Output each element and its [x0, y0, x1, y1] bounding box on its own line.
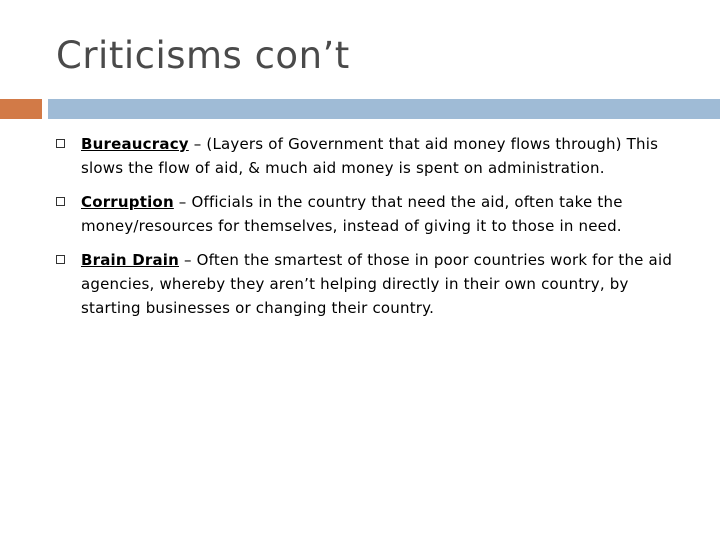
slide-title: Criticisms con’t	[56, 34, 350, 77]
bullet-text: – Officials in the country that need the aid, often take the money/resources for themselves, instead of giving it to those in need.	[81, 193, 623, 235]
accent-bar-blue	[48, 99, 720, 119]
bullet-term: Corruption	[81, 193, 174, 211]
square-bullet-icon	[56, 197, 65, 206]
bullet-term: Brain Drain	[81, 251, 179, 269]
bullet-item	[56, 132, 686, 180]
bullet-text: – Often the smartest of those in poor countries work for the aid agencies, whereby they aren’t helping directly in their own country, by starting businesses or changing their country.	[81, 251, 673, 317]
bullet-term: Bureaucracy	[81, 135, 189, 153]
bullet-text: – (Layers of Government that aid money flows through) This slows the flow of aid, & much aid money is spent on administration.	[81, 135, 659, 177]
accent-bar-orange	[0, 99, 42, 119]
bullet-list	[56, 132, 686, 330]
square-bullet-icon	[56, 255, 65, 264]
bullet-item	[56, 190, 686, 238]
bullet-item	[56, 248, 686, 320]
square-bullet-icon	[56, 139, 65, 148]
